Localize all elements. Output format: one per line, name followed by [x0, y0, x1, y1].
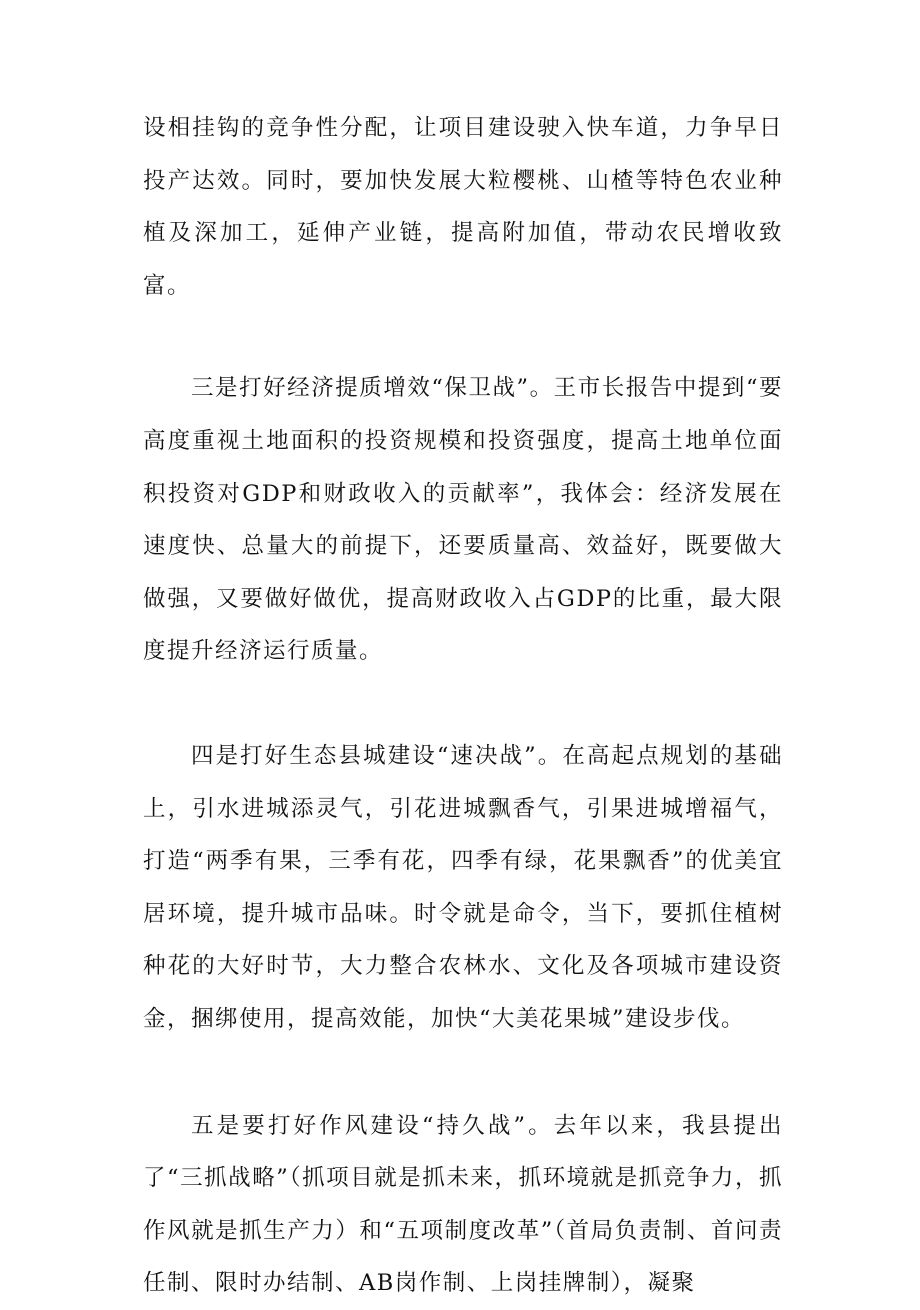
paragraph-gap	[143, 678, 783, 730]
paragraph-1: 设相挂钩的竞争性分配，让项目建设驶入快车道，力争早日投产达效。同时，要加快发展大粒樱桃、山楂等特色农业种植及深加工，延伸产业链，提高附加值，带动农民增收致富。	[143, 115, 783, 299]
paragraph-gap	[143, 1046, 783, 1100]
paragraph-4: 五是要打好作风建设“持久战”。去年以来，我县提出了“三抓战略”（抓项目就是抓未来，抓环境就是抓竞争力，抓作风就是抓生产力）和“五项制度改革”（首局负责制、首问责任制、限时办结制、AB岗作制、上岗挂牌制），凝聚	[143, 1112, 783, 1297]
paragraph-3: 四是打好生态县城建设“速决战”。在高起点规划的基础上，引水进城添灵气，引花进城飘香气，引果进城增福气，打造“两季有果，三季有花，四季有绿，花果飘香”的优美宜居环境，提升城市品味。时令就是命令，当下，要抓住植树种花的大好时节，大力整合农林水、文化及各项城市建设资金，捆绑使用，提高效能，加快“大美花果城”建设步伐。	[143, 742, 783, 1032]
document-body	[143, 102, 783, 1310]
paragraph-gap	[143, 312, 783, 362]
paragraph-2: 三是打好经济提质增效“保卫战”。王市长报告中提到“要高度重视土地面积的投资规模和投资强度，提高土地单位面积投资对GDP和财政收入的贡献率”，我体会：经济发展在速度快、总量大的前提下，还要质量高、效益好，既要做大做强，又要做好做优，提高财政收入占GDP的比重，最大限度提升经济运行质量。	[143, 375, 783, 665]
